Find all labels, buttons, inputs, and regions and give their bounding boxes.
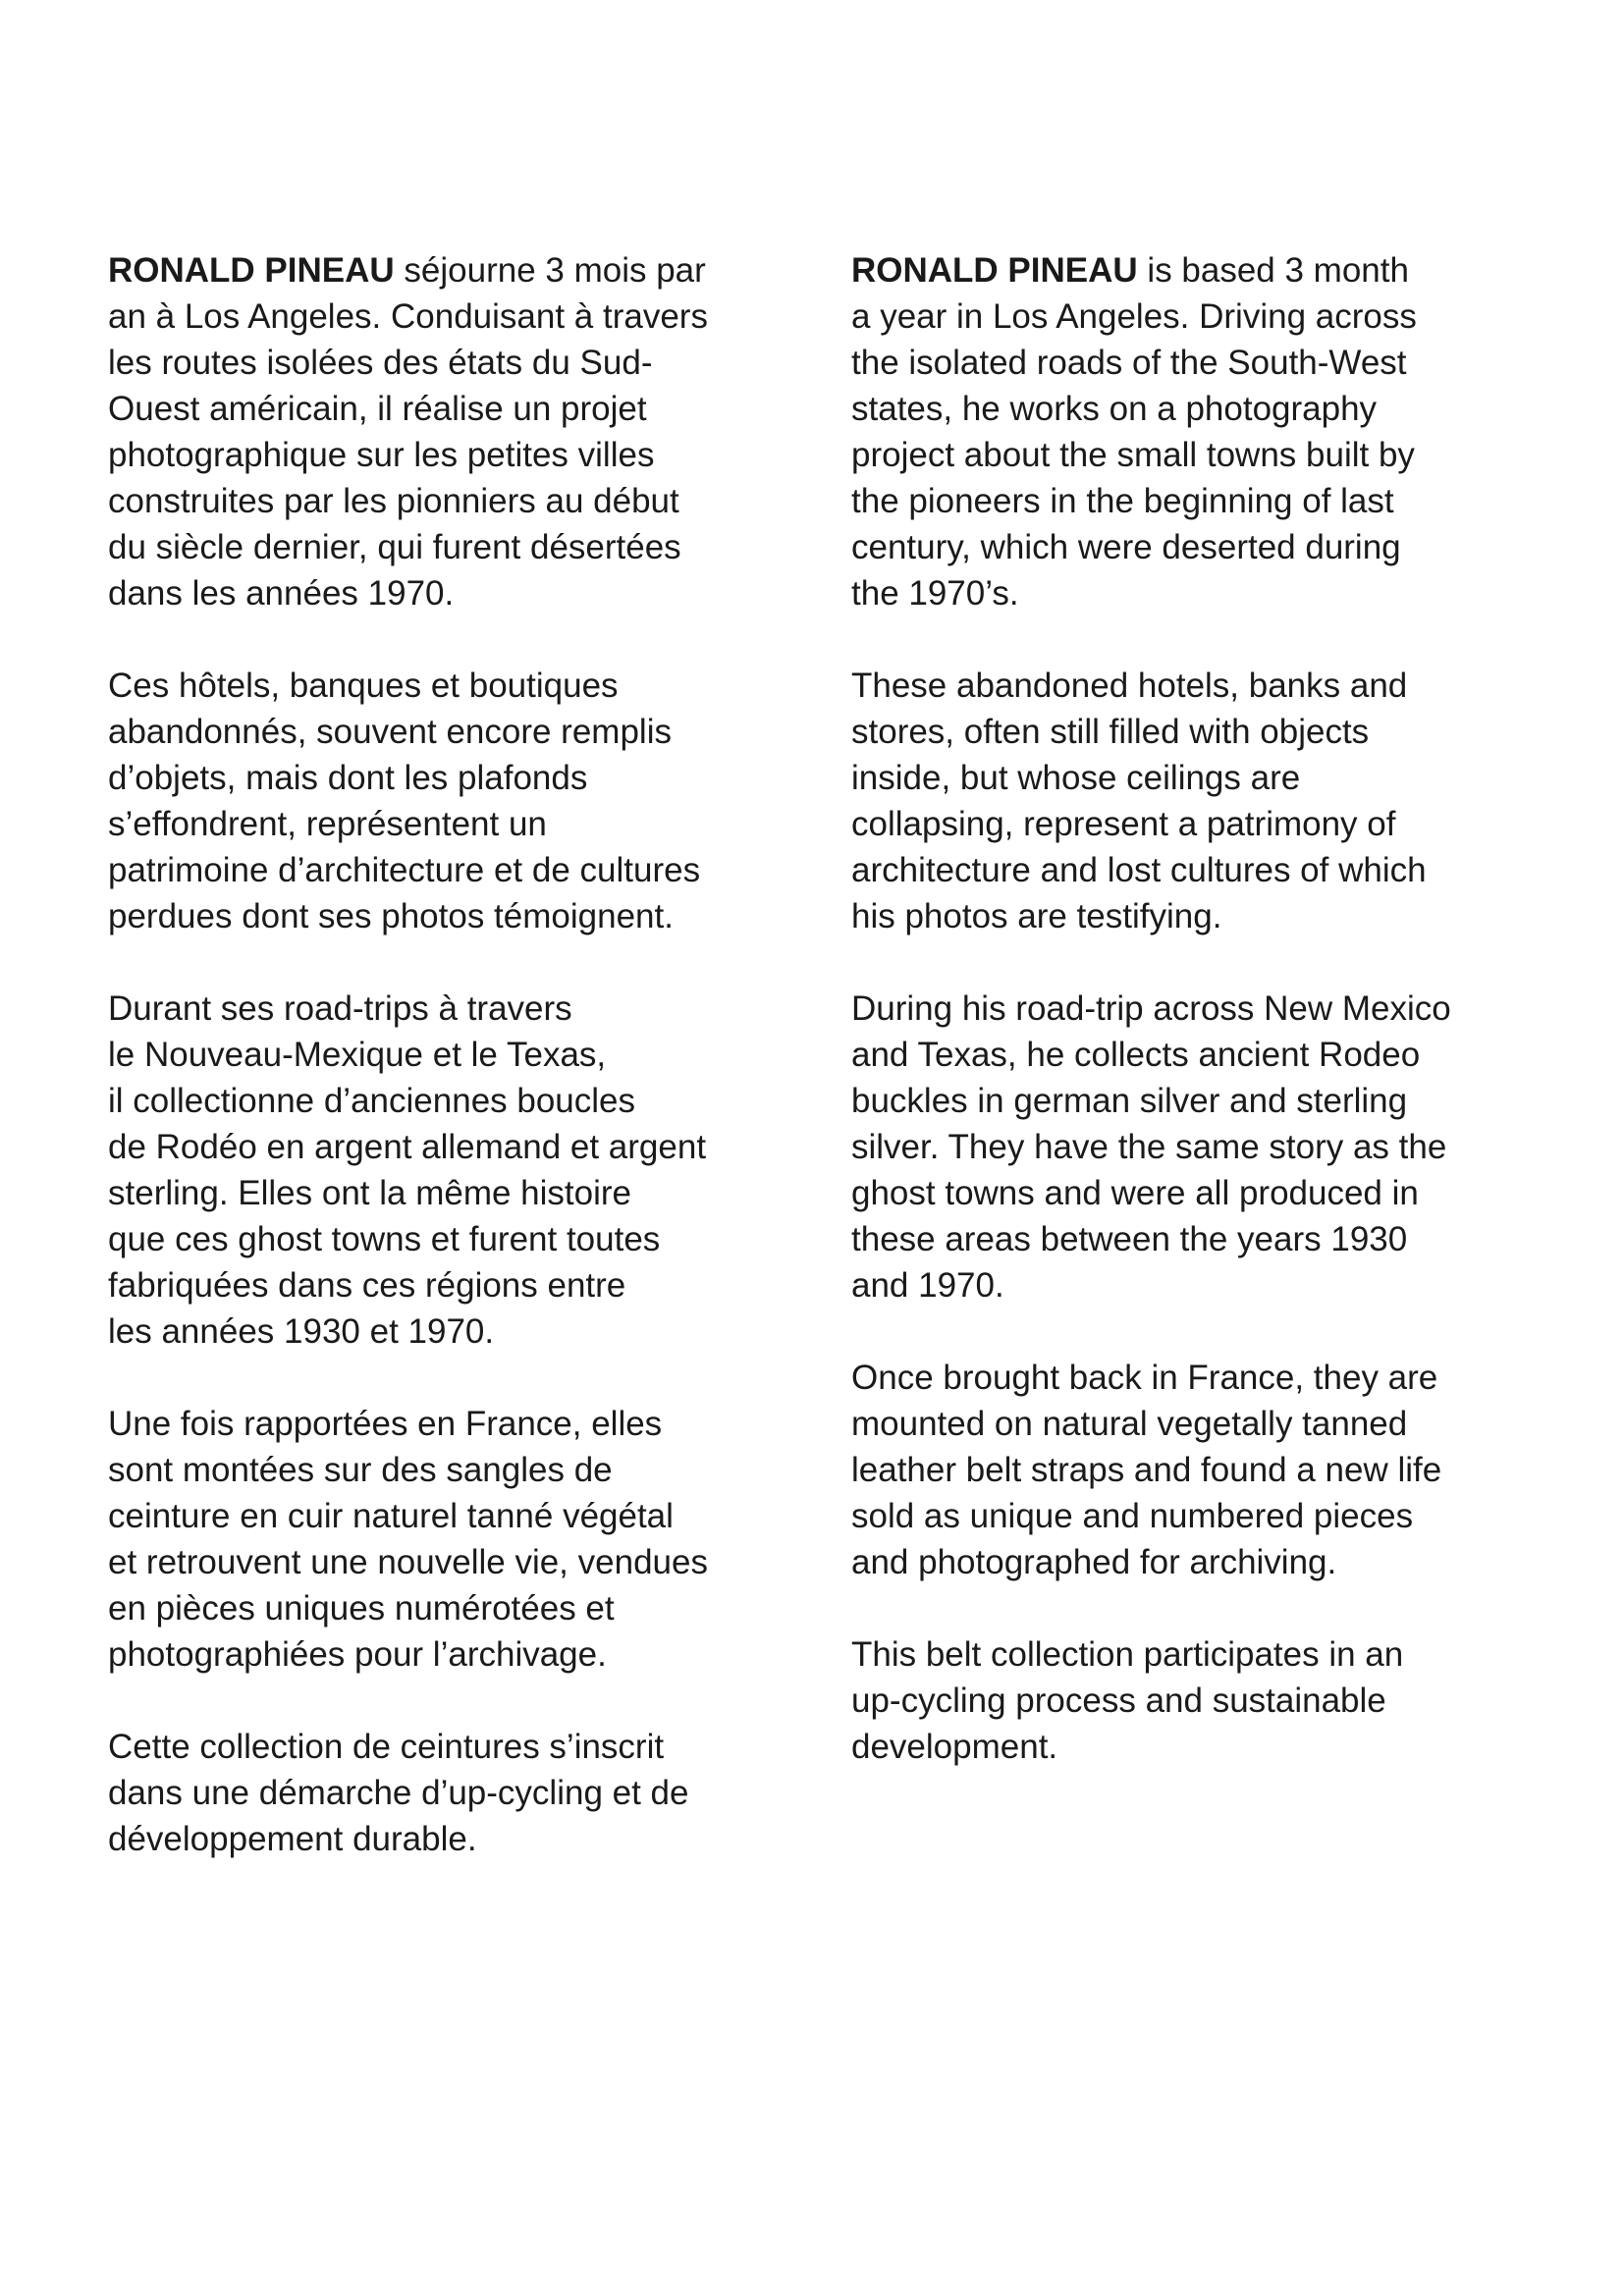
text-line: les années 1930 et 1970. bbox=[108, 1312, 495, 1351]
text-line: ghost towns and were all produced in bbox=[851, 1174, 1419, 1212]
text-line: dans une démarche d’up-cycling et de bbox=[108, 1774, 689, 1812]
english-paragraph-upcycling bbox=[851, 1631, 1539, 1770]
text-line: abandonnés, souvent encore remplis bbox=[108, 713, 672, 751]
text-line: a year in Los Angeles. Driving across bbox=[851, 297, 1417, 336]
text-line: patrimoine d’architecture et de cultures bbox=[108, 851, 701, 889]
text-line: his photos are testifying. bbox=[851, 897, 1222, 935]
text-line: sold as unique and numbered pieces bbox=[851, 1497, 1414, 1535]
text-line bbox=[851, 247, 1539, 294]
text-line: sterling. Elles ont la même histoire bbox=[108, 1174, 631, 1212]
text-line: dans les années 1970. bbox=[108, 574, 455, 613]
artist-name: RONALD PINEAU bbox=[108, 251, 395, 290]
french-paragraph-buckles bbox=[108, 986, 805, 1355]
french-paragraph-belts bbox=[108, 1401, 805, 1678]
text-line: collapsing, represent a patrimony of bbox=[851, 805, 1396, 843]
text-line: photographiées pour l’archivage. bbox=[108, 1635, 607, 1674]
text-line: These abandoned hotels, banks and bbox=[851, 667, 1408, 705]
text-line: buckles in german silver and sterling bbox=[851, 1082, 1408, 1120]
text-line: mounted on natural vegetally tanned bbox=[851, 1405, 1408, 1443]
english-column bbox=[851, 247, 1539, 1816]
text-line: silver. They have the same story as the bbox=[851, 1128, 1447, 1166]
text-line: development. bbox=[851, 1728, 1058, 1766]
text-line: le Nouveau-Mexique et le Texas, bbox=[108, 1036, 607, 1074]
text-line: il collectionne d’anciennes boucles bbox=[108, 1082, 636, 1120]
french-paragraph-buildings bbox=[108, 663, 805, 939]
text-line: d’objets, mais dont les plafonds bbox=[108, 759, 588, 797]
text-line: en pièces uniques numérotées et bbox=[108, 1589, 615, 1628]
text-line: and 1970. bbox=[851, 1266, 1004, 1305]
text-line: the pioneers in the beginning of last bbox=[851, 482, 1394, 520]
text-line: et retrouvent une nouvelle vie, vendues bbox=[108, 1543, 708, 1581]
text-line bbox=[108, 247, 805, 294]
text-line: these areas between the years 1930 bbox=[851, 1220, 1408, 1258]
text-line: construites par les pionniers au début bbox=[108, 482, 679, 520]
text-line: s’effondrent, représentent un bbox=[108, 805, 547, 843]
text-line: Cette collection de ceintures s’inscrit bbox=[108, 1728, 665, 1766]
text-line: project about the small towns built by bbox=[851, 436, 1415, 474]
text-line: This belt collection participates in an bbox=[851, 1635, 1404, 1674]
text-line: and Texas, he collects ancient Rodeo bbox=[851, 1036, 1421, 1074]
french-column bbox=[108, 247, 805, 1908]
artist-name: RONALD PINEAU bbox=[851, 251, 1138, 290]
french-paragraph-upcycling bbox=[108, 1724, 805, 1862]
text-line: Ouest américain, il réalise un projet bbox=[108, 390, 647, 428]
text-line: développement durable. bbox=[108, 1820, 477, 1858]
text-line: the isolated roads of the South-West bbox=[851, 344, 1407, 382]
text-line-rest: is based 3 month bbox=[1137, 251, 1409, 290]
text-line: que ces ghost towns et furent toutes bbox=[108, 1220, 661, 1258]
text-line: architecture and lost cultures of which bbox=[851, 851, 1427, 889]
text-line: Once brought back in France, they are bbox=[851, 1359, 1438, 1397]
english-paragraph-buckles bbox=[851, 986, 1539, 1308]
text-line: Ces hôtels, banques et boutiques bbox=[108, 667, 619, 705]
text-line: and photographed for archiving. bbox=[851, 1543, 1337, 1581]
english-paragraph-belts bbox=[851, 1355, 1539, 1585]
text-line: states, he works on a photography bbox=[851, 390, 1378, 428]
text-line: inside, but whose ceilings are bbox=[851, 759, 1301, 797]
english-paragraph-intro bbox=[851, 247, 1539, 616]
text-line: sont montées sur des sangles de bbox=[108, 1451, 613, 1489]
text-line: stores, often still filled with objects bbox=[851, 713, 1370, 751]
text-line: ceinture en cuir naturel tanné végétal bbox=[108, 1497, 674, 1535]
text-line: the 1970’s. bbox=[851, 574, 1019, 613]
text-line: During his road-trip across New Mexico bbox=[851, 989, 1451, 1028]
text-line: du siècle dernier, qui furent désertées bbox=[108, 528, 681, 566]
text-line: up-cycling process and sustainable bbox=[851, 1682, 1386, 1720]
text-line: an à Los Angeles. Conduisant à travers bbox=[108, 297, 708, 336]
text-line: leather belt straps and found a new life bbox=[851, 1451, 1442, 1489]
text-line-rest: séjourne 3 mois par bbox=[394, 251, 706, 290]
text-line: de Rodéo en argent allemand et argent bbox=[108, 1128, 707, 1166]
english-paragraph-buildings bbox=[851, 663, 1539, 939]
text-line: les routes isolées des états du Sud- bbox=[108, 344, 653, 382]
text-line: photographique sur les petites villes bbox=[108, 436, 655, 474]
text-line: century, which were deserted during bbox=[851, 528, 1401, 566]
text-line: fabriquées dans ces régions entre bbox=[108, 1266, 626, 1305]
french-paragraph-intro bbox=[108, 247, 805, 616]
text-line: Une fois rapportées en France, elles bbox=[108, 1405, 663, 1443]
text-line: Durant ses road-trips à travers bbox=[108, 989, 572, 1028]
text-line: perdues dont ses photos témoignent. bbox=[108, 897, 674, 935]
